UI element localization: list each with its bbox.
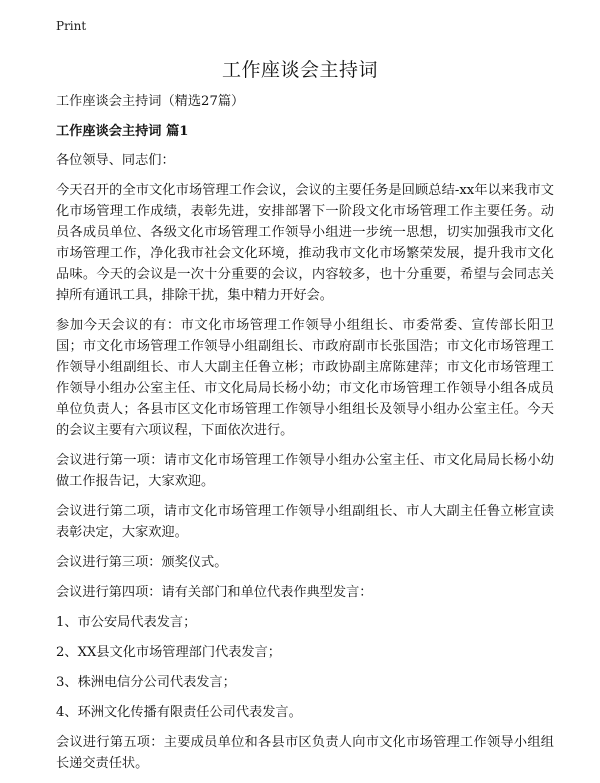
print-label: Print (56, 19, 87, 33)
document-subtitle: 工作座谈会主持词（精选27篇） (56, 94, 245, 109)
list-item-speaker-4: 4、环洲文化传播有限责任公司代表发言。 (56, 705, 302, 720)
paragraph-agenda-2: 会议进行第二项，请市文化市场管理工作领导小组副组长、市人大副主任鲁立彬宣读表彰决定，大家欢迎。 (56, 504, 554, 540)
list-item-speaker-1: 1、市公安局代表发言； (56, 615, 197, 630)
section-heading: 工作座谈会主持词 篇1 (56, 124, 189, 139)
paragraph-agenda-3: 会议进行第三项：颁奖仪式。 (56, 555, 228, 570)
greeting-line: 各位领导、同志们： (56, 153, 175, 168)
list-item-speaker-3: 3、株洲电信分公司代表发言； (56, 675, 236, 690)
paragraph-agenda-1: 会议进行第一项：请市文化市场管理工作领导小组办公室主任、市文化局局长杨小幼做工作报告记，大家欢迎。 (56, 453, 554, 489)
page-title: 工作座谈会主持词 (221, 59, 378, 81)
paragraph-agenda-5: 会议进行第五项：主要成员单位和各县市区负责人向市文化市场管理工作领导小组组长递交责任状。 (56, 735, 554, 771)
list-item-speaker-2: 2、XX县文化市场管理部门代表发言； (56, 645, 281, 660)
document-body (56, 91, 554, 783)
paragraph-intro: 今天召开的全市文化市场管理工作会议，会议的主要任务是回顾总结-xx年以来我市文化市场管理工作成绩，表彰先进，安排部署下一阶段文化市场管理工作主要任务。动员各成员单位、各级文化市场管理工作领导小组进一步统一思想，切实加强我市文化市场管理工作，净化我市社会文化环境，推动我市文化市场繁荣发展，提升我市文化品味。今天的会议是一次十分重要的会议，内容较多，也十分重要，希望与会同志关掉所有通讯工具，排除干扰，集中精力开好会。 (56, 183, 554, 303)
paragraph-agenda-4: 会议进行第四项：请有关部门和单位代表作典型发言： (56, 585, 373, 600)
paragraph-attendees: 参加今天会议的有：市文化市场管理工作领导小组组长、市委常委、宣传部长阳卫国；市文化市场管理工作领导小组副组长、市政府副市长张国浩；市文化市场管理工作领导小组副组长、市人大副主任鲁立彬；市政协副主席陈建萍；市文化市场管理工作领导小组办公室主任、市文化局局长杨小幼；市文化市场管理工作领导小组各成员单位负责人；各县市区文化市场管理工作领导小组组长及领导小组办公室主任。今天的会议主要有六项议程，下面依次进行。 (56, 318, 554, 438)
